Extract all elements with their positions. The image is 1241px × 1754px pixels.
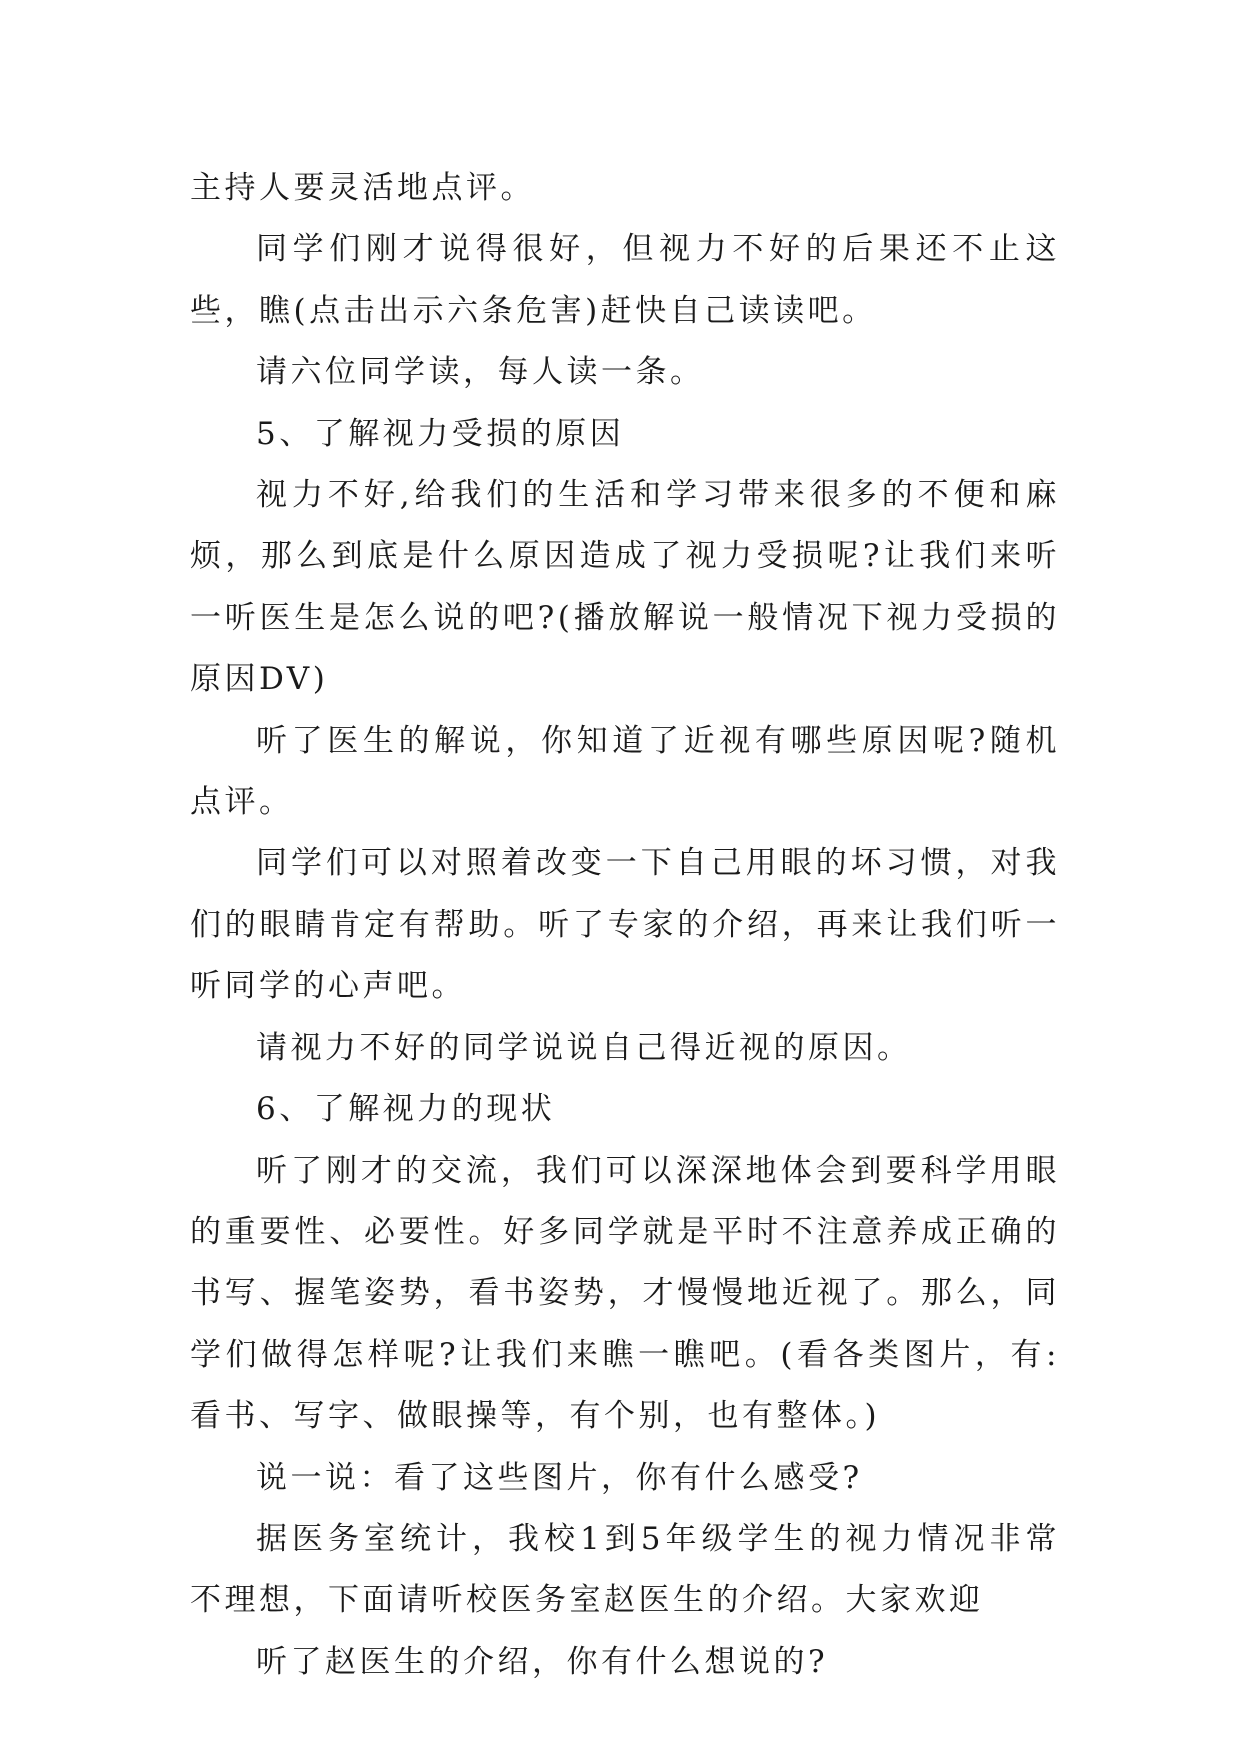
paragraph-5: 视力不好,给我们的生活和学习带来很多的不便和麻烦，那么到底是什么原因造成了视力受损呢?让我们来听一听医生是怎么说的吧?(播放解说一般情况下视力受损的原因DV) xyxy=(190,477,1060,698)
section-heading-6: 6、了解视力的现状 xyxy=(256,1091,556,1128)
paragraph-7: 同学们可以对照着改变一下自己用眼的坏习惯，对我们的眼睛肯定有帮助。听了专家的介绍，再来让我们听一听同学的心声吧。 xyxy=(190,845,1060,1005)
paragraph-8: 请视力不好的同学说说自己得近视的原因。 xyxy=(256,1029,912,1066)
paragraph-3: 请六位同学读，每人读一条。 xyxy=(256,354,705,391)
paragraph-11: 说一说：看了这些图片，你有什么感受? xyxy=(256,1459,863,1496)
paragraph-6: 听了医生的解说，你知道了近视有哪些原因呢?随机点评。 xyxy=(190,722,1060,821)
paragraph-10: 听了刚才的交流，我们可以深深地体会到要科学用眼的重要性、必要性。好多同学就是平时不注意养成正确的书写、握笔姿势，看书姿势，才慢慢地近视了。那么，同学们做得怎样呢?让我们来瞧一瞧吧。(看各类图片，有:看书、写字、做眼操等，有个别，也有整体。) xyxy=(190,1152,1060,1435)
paragraph-1: 主持人要灵活地点评。 xyxy=(190,170,535,206)
paragraph-13: 听了赵医生的介绍，你有什么想说的? xyxy=(256,1643,829,1680)
section-heading-5: 5、了解视力受损的原因 xyxy=(256,415,625,452)
paragraph-12: 据医务室统计，我校1到5年级学生的视力情况非常不理想，下面请听校医务室赵医生的介绍。大家欢迎 xyxy=(190,1520,1060,1619)
document-body xyxy=(190,158,1060,1693)
paragraph-2: 同学们刚才说得很好，但视力不好的后果还不止这些，瞧(点击出示六条危害)赶快自己读读吧。 xyxy=(190,231,1060,329)
